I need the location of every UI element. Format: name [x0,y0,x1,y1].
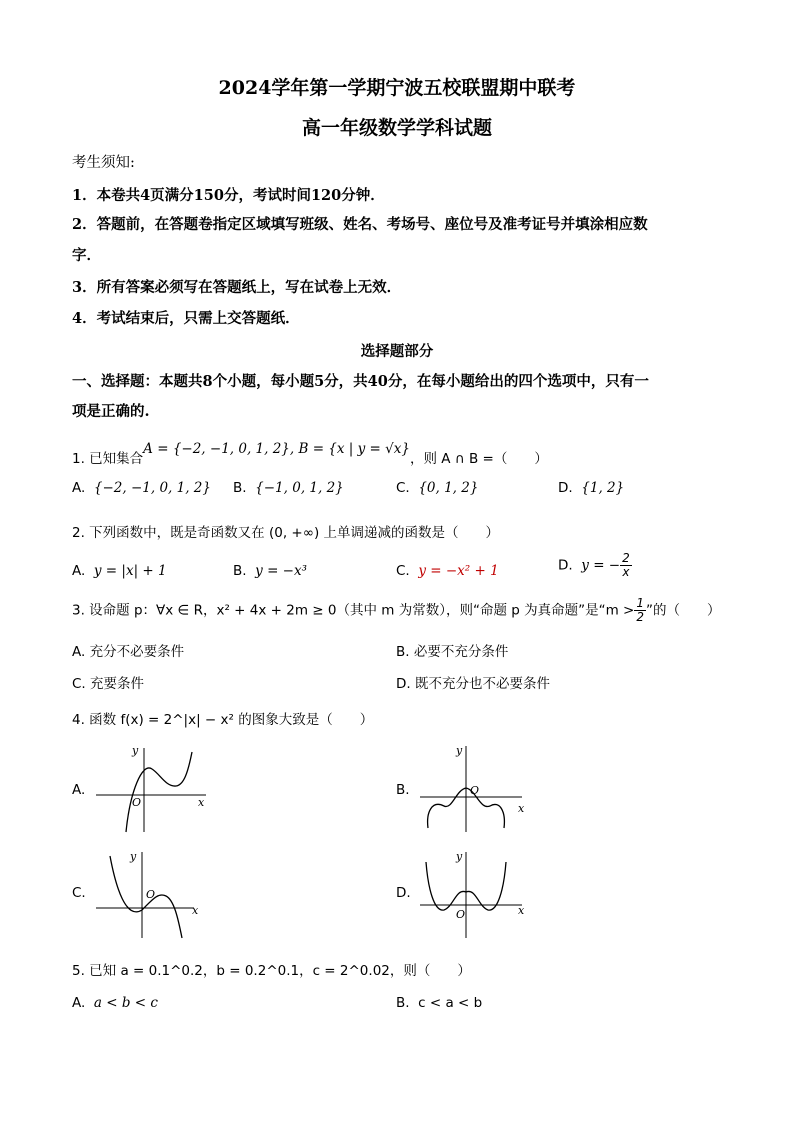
q3-option-c: C. 充要条件 [72,676,145,692]
notice-item-1: 1．本卷共4页满分150分，考试时间120分钟． [72,187,385,204]
q1-set-b: , B = {x | y = √x} [289,441,410,457]
section-instruction-2: 项是正确的. [72,403,150,420]
svg-text:x: x [198,796,205,809]
svg-text:x: x [192,904,199,917]
q1-option-b: B. {−1, 0, 1, 2} [233,480,344,496]
q5-option-b: B. c < a < b [396,995,483,1011]
section-instruction-1: 一、选择题：本题共8个小题，每小题5分，共40分，在每小题给出的四个选项中，只有一 [72,373,649,390]
q4-graph-b [418,742,538,834]
notice-item-4: 4．考试结束后，只需上交答题纸． [72,310,300,327]
notice-item-2-cont: 字． [72,247,101,264]
q4-option-a-label: A. [72,782,86,798]
q2-option-d: D. y = − $\frac{2}{x}$ [558,551,630,579]
q1-tail: ，则 A ∩ B =（ ） [409,451,548,467]
q1-option-a: A. {−2, −1, 0, 1, 2} [72,480,211,496]
svg-text:O: O [132,796,142,809]
q5-stem: 5. 已知 a = 0.1^0.2，b = 0.2^0.1，c = 2^0.02，则（ ） [72,963,471,979]
exam-subtitle: 高一年级数学学科试题 [301,117,492,139]
q3-stem: 3. 设命题 p：∀x ∈ R，x² + 4x + 2m ≥ 0（其中 m 为常数），则“命题 p 为真命题”是“m > $\frac{1}{2}$ ”的（ ） [72,596,721,624]
svg-text:y: y [456,850,463,863]
q1-option-c: C. {0, 1, 2} [396,480,479,496]
q5-option-a: A. a < b < c [72,995,158,1011]
q3-option-b: B. 必要不充分条件 [396,644,509,660]
q4-option-d-label: D. [396,885,411,901]
q1-prefix: 1. 已知集合 [72,451,144,467]
q4-graph-d [418,848,538,940]
svg-text:x: x [518,802,525,815]
q4-option-b-label: B. [396,782,410,798]
q1-stem [72,441,548,467]
svg-text:y: y [130,850,137,863]
q1-set-a: A = {−2, −1, 0, 1, 2} [143,441,290,457]
q4-stem: 4. 函数 f(x) = 2^|x| − x² 的图象大致是（ ） [72,712,374,728]
q4-option-c-label: C. [72,885,86,901]
q2-option-a: A. y = |x| + 1 [72,563,167,579]
notice-item-3: 3．所有答案必须写在答题纸上，写在试卷上无效． [72,279,402,296]
svg-text:O: O [146,888,156,901]
q3-option-a: A. 充分不必要条件 [72,644,185,660]
notice-item-2: 2．答题前，在答题卷指定区域填写班级、姓名、考场号、座位号及准考证号并填涂相应数 [72,216,648,233]
svg-text:O: O [456,908,466,921]
notice-heading: 考生须知: [72,155,135,171]
svg-text:x: x [518,904,525,917]
q2-option-c: C. y = −x² + 1 [396,563,499,579]
section-title: 选择题部分 [360,343,434,360]
q3-option-d: D. 既不充分也不必要条件 [396,676,550,692]
svg-text:O: O [470,784,480,797]
exam-title: 2024学年第一学期宁波五校联盟期中联考 [218,77,576,99]
q2-option-b: B. y = −x³ [233,563,308,579]
q2-stem: 2. 下列函数中，既是奇函数又在 (0, +∞) 上单调递减的函数是（ ） [72,525,500,541]
svg-text:y: y [456,744,463,757]
q4-graph-c [94,848,214,940]
q4-graph-a [94,742,214,834]
svg-text:y: y [132,744,139,757]
q1-option-d: D. {1, 2} [558,480,625,496]
